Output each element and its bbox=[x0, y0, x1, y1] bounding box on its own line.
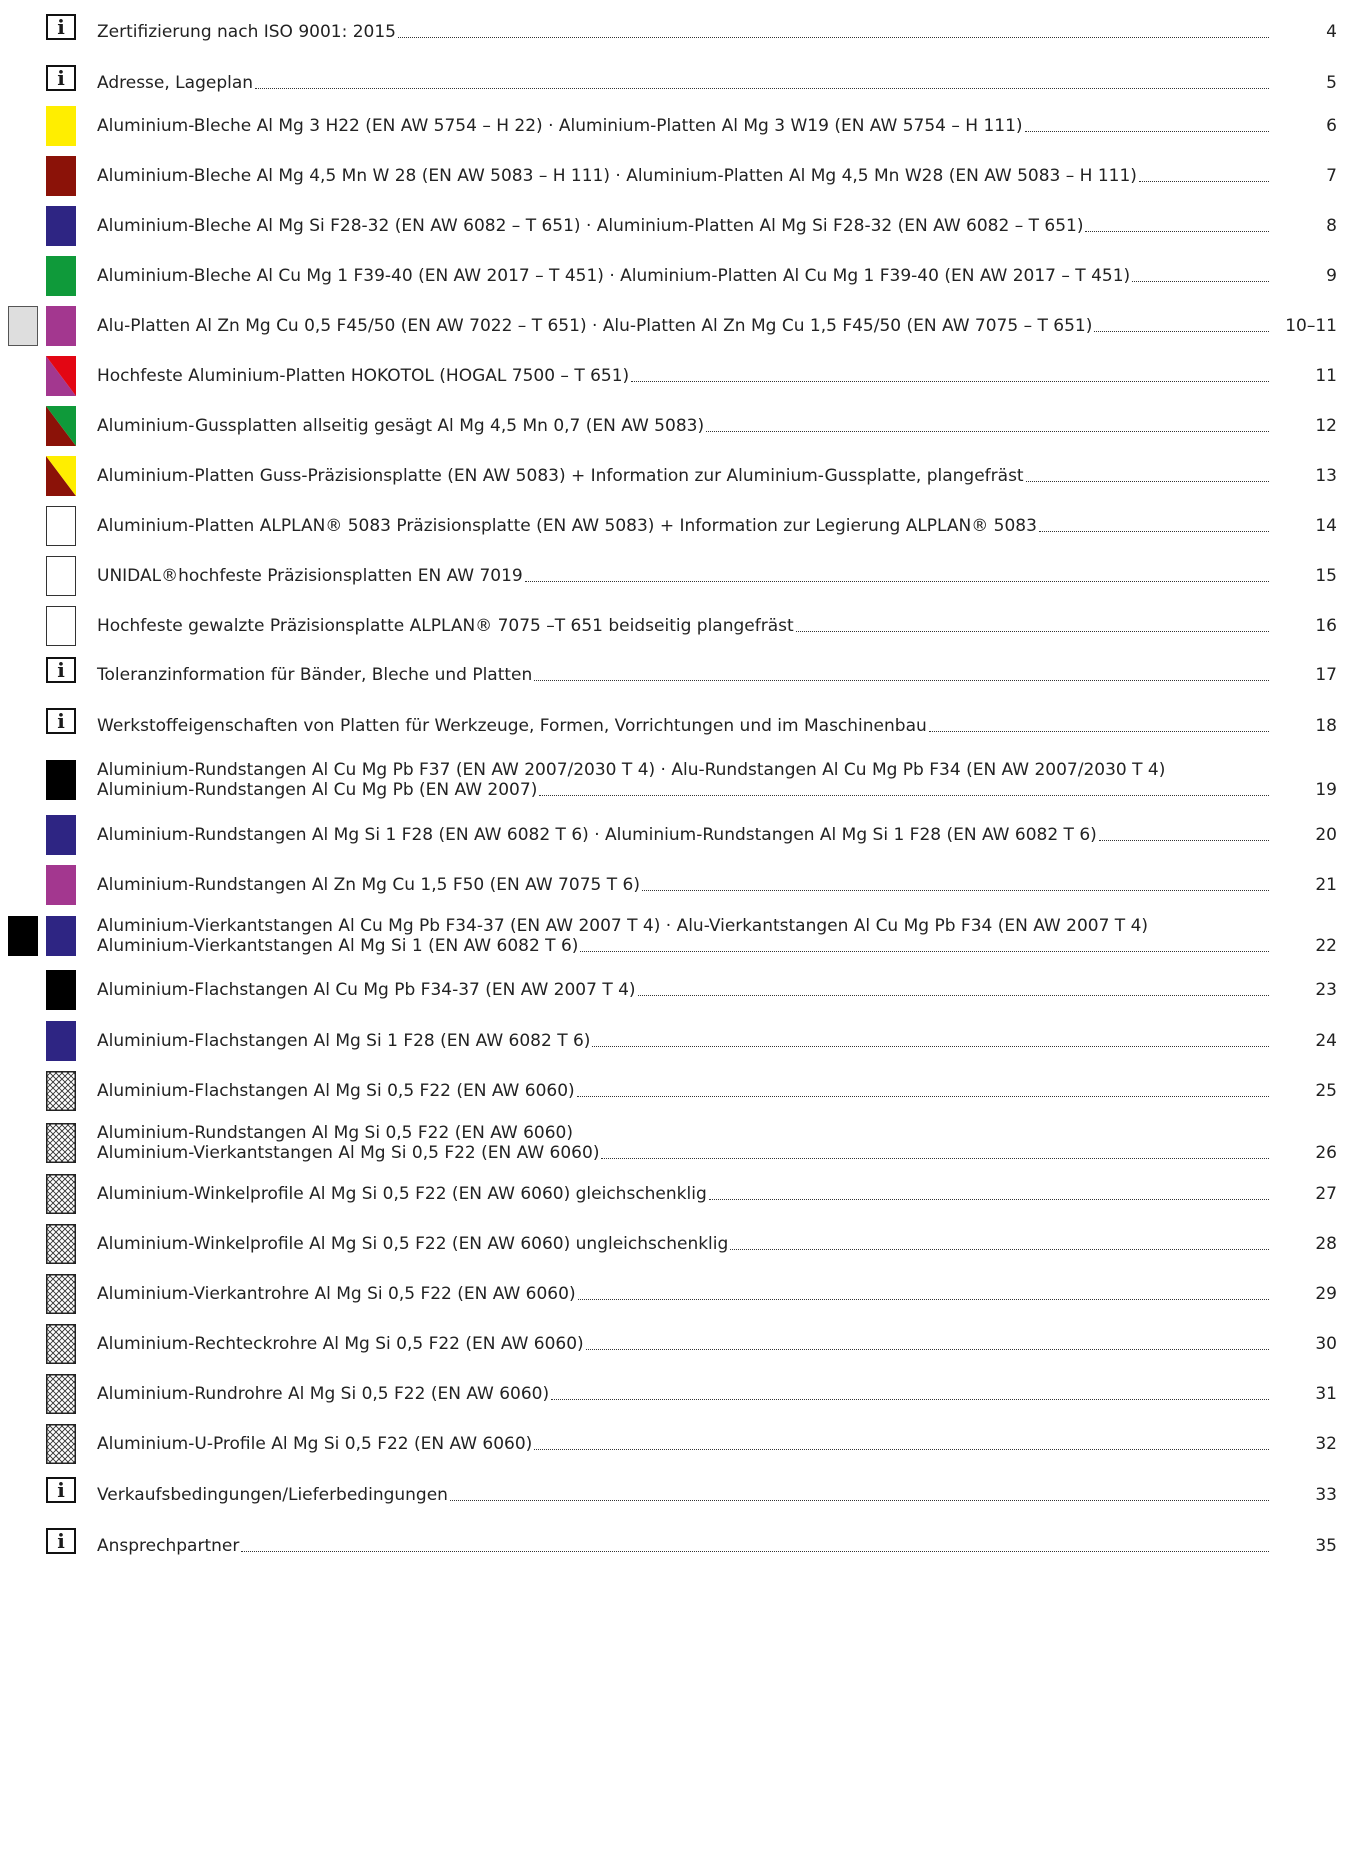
entry-title bbox=[97, 1536, 1271, 1556]
dot-leader bbox=[241, 1551, 1269, 1552]
split-color-marker bbox=[46, 406, 76, 446]
page-number: 7 bbox=[1326, 166, 1337, 186]
info-glyph: i bbox=[57, 1478, 65, 1502]
entry-line bbox=[97, 1234, 1271, 1254]
page-number: 30 bbox=[1315, 1334, 1337, 1354]
entry-title bbox=[97, 980, 1271, 1000]
dot-leader bbox=[1099, 840, 1269, 841]
toc-entry[interactable] bbox=[0, 506, 1351, 550]
entry-title bbox=[97, 665, 1271, 685]
entry-title bbox=[97, 166, 1271, 186]
entry-title bbox=[97, 216, 1271, 236]
color-marker bbox=[46, 206, 76, 246]
color-marker bbox=[46, 760, 76, 800]
entry-title bbox=[97, 1184, 1271, 1204]
entry-label: Aluminium-Flachstangen Al Mg Si 1 F28 (EN AW 6082 T 6) bbox=[97, 1031, 591, 1051]
page-number: 8 bbox=[1326, 216, 1337, 236]
toc-entry[interactable] bbox=[0, 1424, 1351, 1468]
page-number: 20 bbox=[1315, 825, 1337, 845]
dot-leader bbox=[929, 731, 1269, 732]
dot-leader bbox=[551, 1399, 1269, 1400]
entry-line bbox=[97, 780, 1271, 800]
entry-title bbox=[97, 1384, 1271, 1404]
entry-line bbox=[97, 416, 1271, 436]
dot-leader bbox=[1094, 331, 1269, 332]
info-glyph: i bbox=[57, 15, 65, 39]
page-number: 15 bbox=[1315, 566, 1337, 586]
entry-title bbox=[97, 916, 1271, 956]
entry-line bbox=[97, 1123, 1271, 1143]
toc-entry[interactable] bbox=[0, 406, 1351, 450]
entry-line bbox=[97, 1081, 1271, 1101]
entry-title bbox=[97, 616, 1271, 636]
toc-entry[interactable] bbox=[0, 1274, 1351, 1318]
entry-line bbox=[97, 516, 1271, 536]
entry-title bbox=[97, 316, 1271, 336]
entry-label: Aluminium-Platten Guss-Präzisionsplatte (EN AW 5083) + Information zur Aluminium-Gussplatte, plangefräst bbox=[97, 466, 1024, 486]
page-number: 6 bbox=[1326, 116, 1337, 136]
hatched-marker bbox=[46, 1071, 76, 1111]
entry-line bbox=[97, 1536, 1271, 1556]
entry-label: Aluminium-Bleche Al Mg 4,5 Mn W 28 (EN AW 5083 – H 111) · Aluminium-Platten Al Mg 4,5 Mn W28 (EN AW 5083 – H 111) bbox=[97, 166, 1137, 186]
entry-title bbox=[97, 466, 1271, 486]
entry-label: Aluminium-U-Profile Al Mg Si 0,5 F22 (EN AW 6060) bbox=[97, 1434, 533, 1454]
entry-title bbox=[97, 1123, 1271, 1163]
entry-title bbox=[97, 416, 1271, 436]
entry-line bbox=[97, 73, 1271, 93]
entry-title bbox=[97, 73, 1271, 93]
empty-marker bbox=[46, 556, 76, 596]
page-number: 17 bbox=[1315, 665, 1337, 685]
info-icon bbox=[46, 708, 76, 734]
entry-label: Aluminium-Winkelprofile Al Mg Si 0,5 F22 (EN AW 6060) ungleichschenklig bbox=[97, 1234, 729, 1254]
entry-label: Aluminium-Vierkantstangen Al Mg Si 0,5 F22 (EN AW 6060) bbox=[97, 1143, 600, 1163]
toc-entry[interactable] bbox=[0, 1224, 1351, 1268]
dot-leader bbox=[525, 581, 1269, 582]
entry-label: Ansprechpartner bbox=[97, 1536, 240, 1556]
entry-label: Zertifizierung nach ISO 9001: 2015 bbox=[97, 22, 396, 42]
entry-line bbox=[97, 1143, 1271, 1163]
toc-entry[interactable] bbox=[0, 865, 1351, 909]
dot-leader bbox=[601, 1158, 1269, 1159]
entry-title bbox=[97, 1081, 1271, 1101]
info-icon bbox=[46, 65, 76, 91]
entry-line bbox=[97, 1184, 1271, 1204]
dot-leader bbox=[1025, 131, 1269, 132]
page-number: 22 bbox=[1315, 936, 1337, 956]
toc-entry[interactable] bbox=[0, 63, 1351, 107]
hatched-marker bbox=[46, 1123, 76, 1163]
dot-leader bbox=[577, 1096, 1269, 1097]
entry-label: Aluminium-Vierkantrohre Al Mg Si 0,5 F22 (EN AW 6060) bbox=[97, 1284, 576, 1304]
page-number: 19 bbox=[1315, 780, 1337, 800]
entry-label: Verkaufsbedingungen/Lieferbedingungen bbox=[97, 1485, 448, 1505]
dot-leader bbox=[709, 1199, 1269, 1200]
color-marker bbox=[46, 256, 76, 296]
color-marker bbox=[46, 865, 76, 905]
toc-entry[interactable] bbox=[0, 206, 1351, 250]
page-number: 16 bbox=[1315, 616, 1337, 636]
entry-line bbox=[97, 1434, 1271, 1454]
entry-line bbox=[97, 116, 1271, 136]
dot-leader bbox=[534, 1449, 1269, 1450]
page-number: 11 bbox=[1315, 366, 1337, 386]
entry-line bbox=[97, 166, 1271, 186]
entry-title bbox=[97, 116, 1271, 136]
page-number: 31 bbox=[1315, 1384, 1337, 1404]
entry-label: Aluminium-Winkelprofile Al Mg Si 0,5 F22 (EN AW 6060) gleichschenklig bbox=[97, 1184, 707, 1204]
page-number: 14 bbox=[1315, 516, 1337, 536]
entry-line bbox=[97, 936, 1271, 956]
entry-label: Aluminium-Bleche Al Cu Mg 1 F39-40 (EN AW 2017 – T 451) · Aluminium-Platten Al Cu Mg 1 F39-40 (EN AW 2017 – T 451) bbox=[97, 266, 1131, 286]
entry-label: UNIDAL®hochfeste Präzisionsplatten EN AW 7019 bbox=[97, 566, 523, 586]
entry-title bbox=[97, 266, 1271, 286]
toc-entry[interactable] bbox=[0, 815, 1351, 859]
entry-line bbox=[97, 665, 1271, 685]
hatched-marker bbox=[46, 1324, 76, 1364]
toc-entry[interactable] bbox=[0, 356, 1351, 400]
entry-label: Aluminium-Rundstangen Al Mg Si 0,5 F22 (EN AW 6060) bbox=[97, 1123, 573, 1143]
page-number: 25 bbox=[1315, 1081, 1337, 1101]
entry-label: Aluminium-Vierkantstangen Al Mg Si 1 (EN AW 6082 T 6) bbox=[97, 936, 579, 956]
toc-entry[interactable] bbox=[0, 256, 1351, 300]
info-glyph: i bbox=[57, 1529, 65, 1553]
toc-entry[interactable] bbox=[0, 970, 1351, 1014]
entry-title bbox=[97, 516, 1271, 536]
entry-title bbox=[97, 1334, 1271, 1354]
toc-entry[interactable] bbox=[0, 1526, 1351, 1570]
toc-entry[interactable] bbox=[0, 706, 1351, 750]
empty-marker bbox=[46, 606, 76, 646]
page-number: 27 bbox=[1315, 1184, 1337, 1204]
entry-title bbox=[97, 566, 1271, 586]
entry-line bbox=[97, 825, 1271, 845]
page-number: 10–11 bbox=[1285, 316, 1337, 336]
dot-leader bbox=[796, 631, 1269, 632]
entry-line bbox=[97, 466, 1271, 486]
entry-title bbox=[97, 825, 1271, 845]
toc-entry[interactable] bbox=[0, 306, 1351, 350]
page-number: 9 bbox=[1326, 266, 1337, 286]
split-color-marker bbox=[46, 356, 76, 396]
entry-title bbox=[97, 760, 1271, 800]
black-marker bbox=[8, 916, 38, 956]
hatched-marker bbox=[46, 1424, 76, 1464]
dot-leader bbox=[578, 1299, 1269, 1300]
dot-leader bbox=[255, 88, 1269, 89]
toc-entry[interactable] bbox=[0, 606, 1351, 650]
empty-marker bbox=[46, 506, 76, 546]
dot-leader bbox=[1039, 531, 1269, 532]
entry-label: Aluminium-Bleche Al Mg 3 H22 (EN AW 5754 – H 22) · Aluminium-Platten Al Mg 3 W19 (EN AW 5754 – H 111) bbox=[97, 116, 1023, 136]
entry-title bbox=[97, 1284, 1271, 1304]
info-icon bbox=[46, 1528, 76, 1554]
page-number: 29 bbox=[1315, 1284, 1337, 1304]
entry-label: Aluminium-Rundstangen Al Cu Mg Pb F37 (EN AW 2007/2030 T 4) · Alu-Rundstangen Al Cu Mg Pb F34 (EN AW 2007/2030 T 4) bbox=[97, 760, 1166, 780]
dot-leader bbox=[730, 1249, 1269, 1250]
entry-label: Aluminium-Vierkantstangen Al Cu Mg Pb F34-37 (EN AW 2007 T 4) · Alu-Vierkantstangen Al Cu Mg Pb F34 (EN AW 2007 T 4) bbox=[97, 916, 1149, 936]
entry-line bbox=[97, 1384, 1271, 1404]
color-marker bbox=[46, 815, 76, 855]
toc-entry[interactable] bbox=[0, 556, 1351, 600]
split-color-marker bbox=[46, 456, 76, 496]
toc-entry[interactable] bbox=[0, 156, 1351, 200]
color-marker bbox=[46, 970, 76, 1010]
entry-line bbox=[97, 266, 1271, 286]
dot-leader bbox=[539, 795, 1269, 796]
entry-title bbox=[97, 875, 1271, 895]
page-number: 33 bbox=[1315, 1485, 1337, 1505]
page-number: 21 bbox=[1315, 875, 1337, 895]
toc-entry[interactable] bbox=[0, 1324, 1351, 1368]
dot-leader bbox=[586, 1349, 1269, 1350]
entry-label: Aluminium-Rundrohre Al Mg Si 0,5 F22 (EN AW 6060) bbox=[97, 1384, 550, 1404]
entry-label: Aluminium-Gussplatten allseitig gesägt Al Mg 4,5 Mn 0,7 (EN AW 5083) bbox=[97, 416, 705, 436]
color-marker bbox=[46, 106, 76, 146]
entry-line bbox=[97, 316, 1271, 336]
dot-leader bbox=[534, 680, 1269, 681]
entry-label: Aluminium-Rundstangen Al Mg Si 1 F28 (EN AW 6082 T 6) · Aluminium-Rundstangen Al Mg Si 1 F28 (EN AW 6082 T 6) bbox=[97, 825, 1097, 845]
entry-title bbox=[97, 1234, 1271, 1254]
dot-leader bbox=[642, 890, 1269, 891]
toc-entry[interactable] bbox=[0, 1123, 1351, 1167]
info-glyph: i bbox=[57, 709, 65, 733]
info-icon bbox=[46, 657, 76, 683]
entry-line bbox=[97, 1031, 1271, 1051]
entry-title bbox=[97, 366, 1271, 386]
entry-label: Aluminium-Bleche Al Mg Si F28-32 (EN AW 6082 – T 651) · Aluminium-Platten Al Mg Si F28-32 (EN AW 6082 – T 651) bbox=[97, 216, 1084, 236]
entry-title bbox=[97, 716, 1271, 736]
page-number: 13 bbox=[1315, 466, 1337, 486]
page-number: 18 bbox=[1315, 716, 1337, 736]
entry-line bbox=[97, 980, 1271, 1000]
color-marker bbox=[46, 306, 76, 346]
info-icon bbox=[46, 1477, 76, 1503]
entry-label: Aluminium-Rechteckrohre Al Mg Si 0,5 F22 (EN AW 6060) bbox=[97, 1334, 584, 1354]
entry-label: Hochfeste Aluminium-Platten HOKOTOL (HOGAL 7500 – T 651) bbox=[97, 366, 630, 386]
hatched-marker bbox=[46, 1224, 76, 1264]
entry-line bbox=[97, 1284, 1271, 1304]
info-icon bbox=[46, 14, 76, 40]
dot-leader bbox=[1085, 231, 1269, 232]
toc-entry[interactable] bbox=[0, 760, 1351, 804]
toc-entry[interactable] bbox=[0, 1071, 1351, 1115]
dot-leader bbox=[398, 37, 1269, 38]
entry-label: Aluminium-Platten ALPLAN® 5083 Präzisionsplatte (EN AW 5083) + Information zur Legierung ALPLAN® 5083 bbox=[97, 516, 1037, 536]
entry-line bbox=[97, 616, 1271, 636]
entry-label: Aluminium-Flachstangen Al Mg Si 0,5 F22 (EN AW 6060) bbox=[97, 1081, 575, 1101]
entry-line bbox=[97, 566, 1271, 586]
entry-label: Aluminium-Rundstangen Al Cu Mg Pb (EN AW 2007) bbox=[97, 780, 538, 800]
dot-leader bbox=[580, 951, 1269, 952]
toc-entry[interactable] bbox=[0, 916, 1351, 960]
entry-label: Werkstoffeigenschaften von Platten für Werkzeuge, Formen, Vorrichtungen und im Maschinenbau bbox=[97, 716, 927, 736]
entry-label: Aluminium-Flachstangen Al Cu Mg Pb F34-37 (EN AW 2007 T 4) bbox=[97, 980, 636, 1000]
entry-title bbox=[97, 1434, 1271, 1454]
entry-line bbox=[97, 22, 1271, 42]
toc-entry[interactable] bbox=[0, 1021, 1351, 1065]
hatched-marker bbox=[46, 1274, 76, 1314]
grey-marker bbox=[8, 306, 38, 346]
entry-label: Toleranzinformation für Bänder, Bleche und Platten bbox=[97, 665, 533, 685]
dot-leader bbox=[1026, 481, 1269, 482]
toc-entry[interactable] bbox=[0, 1475, 1351, 1519]
page-number: 35 bbox=[1315, 1536, 1337, 1556]
dot-leader bbox=[592, 1046, 1269, 1047]
dot-leader bbox=[450, 1500, 1269, 1501]
page-number: 23 bbox=[1315, 980, 1337, 1000]
entry-line bbox=[97, 1485, 1271, 1505]
toc-entry[interactable] bbox=[0, 106, 1351, 150]
entry-label: Aluminium-Rundstangen Al Zn Mg Cu 1,5 F50 (EN AW 7075 T 6) bbox=[97, 875, 640, 895]
info-glyph: i bbox=[57, 658, 65, 682]
dot-leader bbox=[631, 381, 1269, 382]
entry-label: Hochfeste gewalzte Präzisionsplatte ALPLAN® 7075 –T 651 beidseitig plangefräst bbox=[97, 616, 794, 636]
entry-line bbox=[97, 1334, 1271, 1354]
color-marker bbox=[46, 916, 76, 956]
entry-line bbox=[97, 916, 1271, 936]
toc-entry[interactable] bbox=[0, 12, 1351, 56]
entry-line bbox=[97, 216, 1271, 236]
entry-title bbox=[97, 22, 1271, 42]
dot-leader bbox=[638, 995, 1269, 996]
hatched-marker bbox=[46, 1374, 76, 1414]
page-number: 24 bbox=[1315, 1031, 1337, 1051]
dot-leader bbox=[1139, 181, 1269, 182]
page-number: 12 bbox=[1315, 416, 1337, 436]
entry-line bbox=[97, 716, 1271, 736]
entry-line bbox=[97, 366, 1271, 386]
toc-entry[interactable] bbox=[0, 1374, 1351, 1418]
entry-line bbox=[97, 760, 1271, 780]
page-number: 26 bbox=[1315, 1143, 1337, 1163]
toc-entry[interactable] bbox=[0, 456, 1351, 500]
color-marker bbox=[46, 1021, 76, 1061]
entry-line bbox=[97, 875, 1271, 895]
page-number: 28 bbox=[1315, 1234, 1337, 1254]
entry-title bbox=[97, 1485, 1271, 1505]
hatched-marker bbox=[46, 1174, 76, 1214]
page-number: 32 bbox=[1315, 1434, 1337, 1454]
entry-label: Adresse, Lageplan bbox=[97, 73, 254, 93]
toc-entry[interactable] bbox=[0, 1174, 1351, 1218]
color-marker bbox=[46, 156, 76, 196]
dot-leader bbox=[706, 431, 1269, 432]
entry-label: Alu-Platten Al Zn Mg Cu 0,5 F45/50 (EN AW 7022 – T 651) · Alu-Platten Al Zn Mg Cu 1,5 F45/50 (EN AW 7075 – T 651) bbox=[97, 316, 1093, 336]
entry-title bbox=[97, 1031, 1271, 1051]
page-number: 5 bbox=[1326, 73, 1337, 93]
toc-entry[interactable] bbox=[0, 655, 1351, 699]
info-glyph: i bbox=[57, 66, 65, 90]
page-number: 4 bbox=[1326, 22, 1337, 42]
dot-leader bbox=[1132, 281, 1269, 282]
